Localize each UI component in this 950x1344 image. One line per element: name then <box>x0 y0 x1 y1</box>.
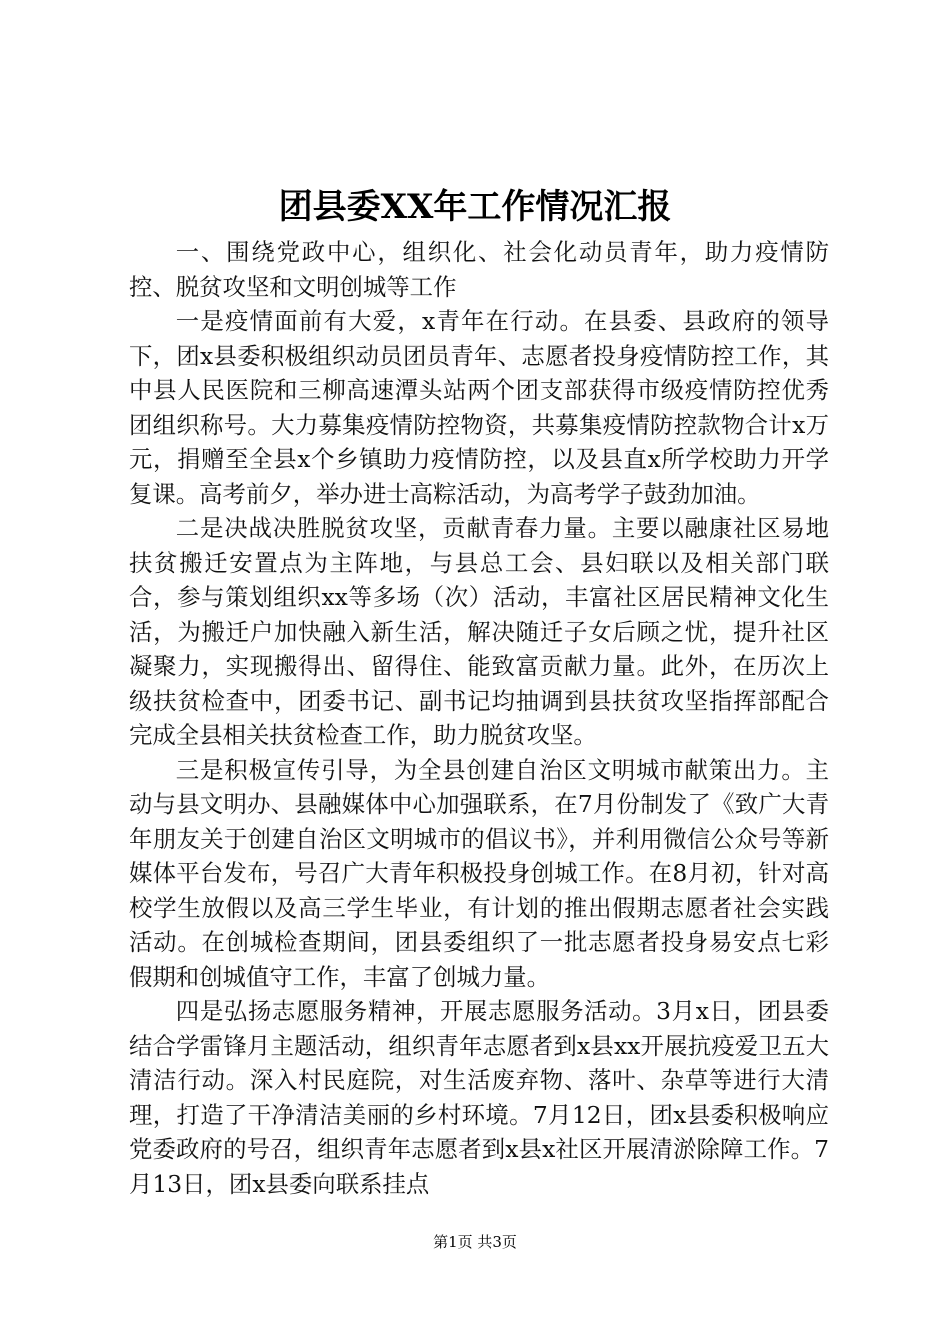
paragraph-poverty: 二是决战决胜脱贫攻坚，贡献青春力量。主要以融康社区易地扶贫搬迁安置点为主阵地，与县总工会、县妇联以及相关部门联合，参与策划组织xx等多场（次）活动，丰富社区居民精神文化生活，为搬迁户加快融入新生活，解决随迁子女后顾之忧，提升社区凝聚力，实现搬得出、留得住、能致富贡献力量。此外，在历次上级扶贫检查中，团委书记、副书记均抽调到县扶贫攻坚指挥部配合完成全县相关扶贫检查工作，助力脱贫攻坚。 <box>129 514 829 749</box>
paragraph-epidemic: 一是疫情面前有大爱，x青年在行动。在县委、县政府的领导下，团x县委积极组织动员团员青年、志愿者投身疫情防控工作，其中县人民医院和三柳高速潭头站两个团支部获得市级疫情防控优秀团组织称号。大力募集疫情防控物资，共募集疫情防控款物合计x万元，捐赠至全县x个乡镇助力疫情防控，以及县直x所学校助力开学复课。高考前夕，举办进士高粽活动，为高考学子鼓劲加油。 <box>129 307 829 508</box>
paragraph-volunteer: 四是弘扬志愿服务精神，开展志愿服务活动。3月x日，团县委结合学雷锋月主题活动，组织青年志愿者到x县xx开展抗疫爱卫五大清洁行动。深入村民庭院，对生活废弃物、落叶、杂草等进行大清理，打造了干净清洁美丽的乡村环境。7月12日，团x县委积极响应党委政府的号召，组织青年志愿者到x县x社区开展清淤除障工作。7月13日，团x县委向联系挂点 <box>129 997 829 1198</box>
paragraph-civilized-city: 三是积极宣传引导，为全县创建自治区文明城市献策出力。主动与县文明办、县融媒体中心加强联系，在7月份制发了《致广大青年朋友关于创建自治区文明城市的倡议书》，并利用微信公众号等新媒体平台发布，号召广大青年积极投身创城工作。在8月初，针对高校学生放假以及高三学生毕业，有计划的推出假期志愿者社会实践活动。在创城检查期间，团县委组织了一批志愿者投身易安点七彩假期和创城值守工作，丰富了创城力量。 <box>129 755 829 991</box>
page-footer: 第1页 共3页 <box>433 1233 517 1251</box>
document-body <box>129 235 829 1201</box>
document-title: 团县委XX年工作情况汇报 <box>278 187 672 227</box>
paragraph-section-heading: 一、围绕党政中心，组织化、社会化动员青年，助力疫情防控、脱贫攻坚和文明创城等工作 <box>129 238 829 301</box>
